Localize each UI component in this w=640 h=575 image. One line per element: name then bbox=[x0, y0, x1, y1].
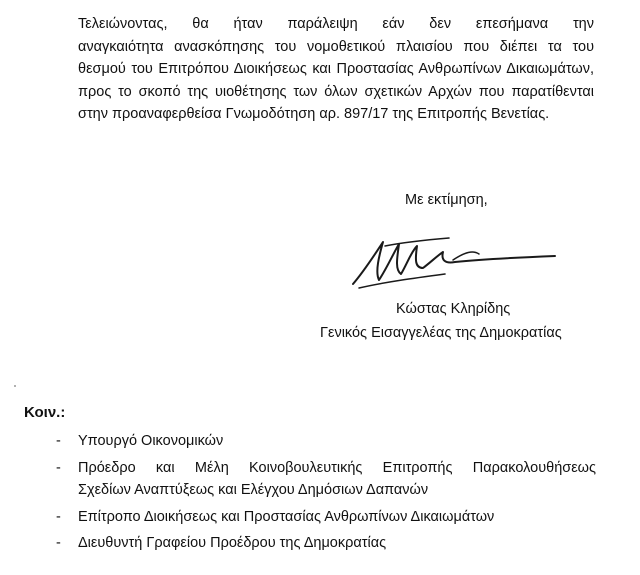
cc-list bbox=[56, 430, 596, 559]
cc-label: Κοιν.: bbox=[24, 404, 66, 421]
cc-item-line: Σχεδίων Αναπτύξεως και Ελέγχου Δημόσιων Δαπανών bbox=[78, 482, 429, 498]
signer-title: Γενικός Εισαγγελέας της Δημοκρατίας bbox=[320, 325, 562, 341]
cc-item bbox=[56, 430, 596, 453]
cc-item bbox=[56, 457, 596, 502]
paragraph-line: θεσμού του Επιτρόπου Διοικήσεως και Προστασίας Ανθρωπίνων Δικαιωμάτων, bbox=[78, 61, 594, 77]
closing-salutation: Με εκτίμηση, bbox=[405, 192, 488, 208]
cc-item-line: Πρόεδρο και Μέλη Κοινοβουλευτικής Επιτροπής Παρακολουθήσεως bbox=[78, 459, 596, 476]
handwritten-signature bbox=[345, 232, 575, 292]
paragraph-line: προς το σκοπό της υιοθέτησης των όλων σχετικών Αρχών που παρατίθενται bbox=[78, 83, 594, 100]
list-dash: - bbox=[56, 433, 61, 449]
paragraph-line: στην προαναφερθείσα Γνωμοδότηση αρ. 897/17 της Επιτροπής Βενετίας. bbox=[78, 106, 550, 122]
cc-item bbox=[56, 532, 596, 555]
list-dash: - bbox=[56, 535, 61, 551]
signer-name: Κώστας Κληρίδης bbox=[396, 301, 511, 317]
cc-item-line: Υπουργό Οικονομικών bbox=[78, 433, 224, 449]
paragraph-line: αναγκαιότητα ανασκόπησης του νομοθετικού πλαισίου που διέπει τα του bbox=[78, 38, 594, 55]
closing-paragraph bbox=[78, 13, 594, 126]
cc-item-line: Διευθυντή Γραφείου Προέδρου της Δημοκρατίας bbox=[78, 535, 387, 551]
cc-item bbox=[56, 506, 596, 529]
paragraph-line: Τελειώνοντας, θα ήταν παράλειψη εάν δεν επεσήμανα την bbox=[78, 16, 594, 32]
list-dash: - bbox=[56, 459, 61, 476]
list-dash: - bbox=[56, 508, 61, 525]
speck bbox=[14, 385, 16, 387]
cc-item-line: Επίτροπο Διοικήσεως και Προστασίας Ανθρωπίνων Δικαιωμάτων bbox=[78, 508, 495, 525]
